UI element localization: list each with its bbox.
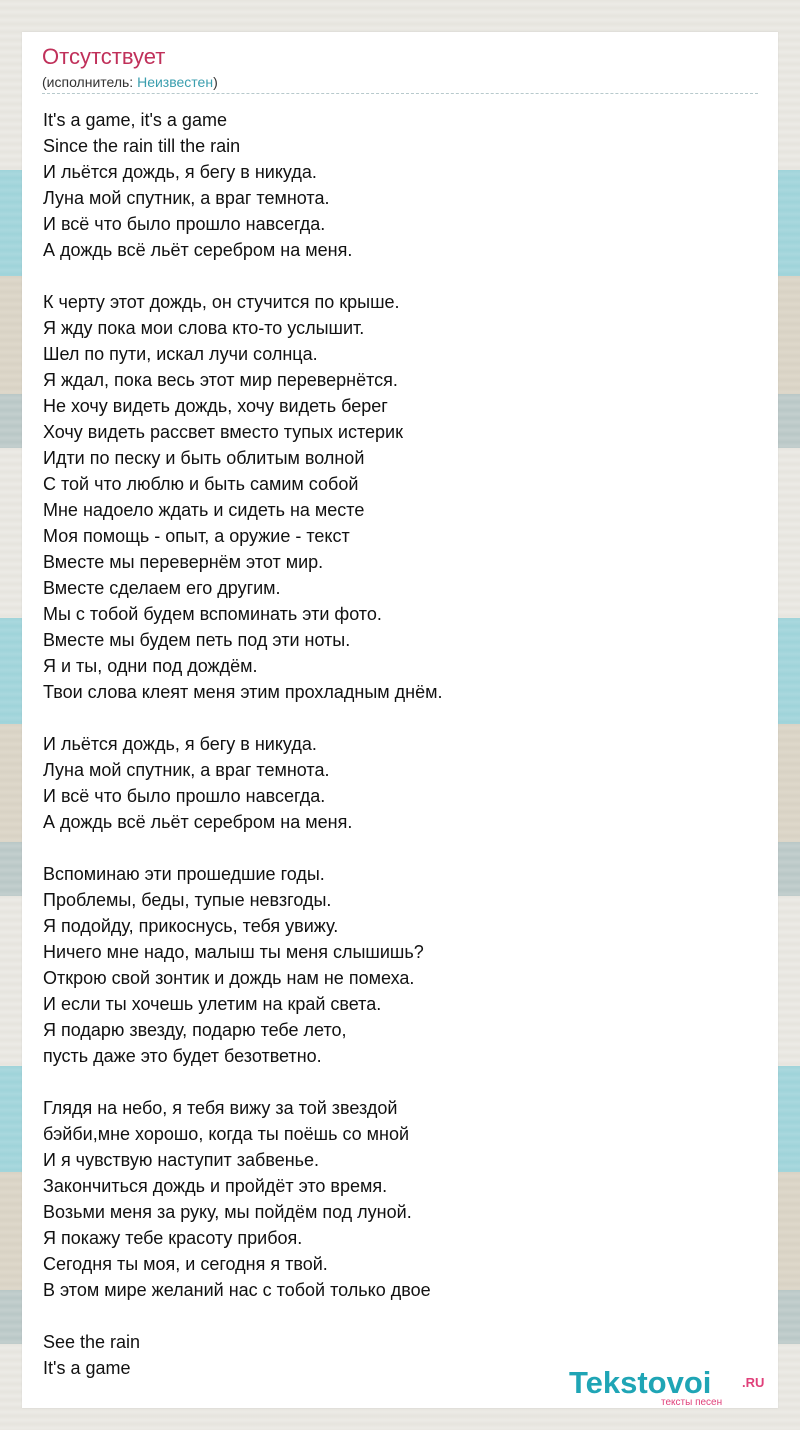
- lyrics-line: Вместе мы будем петь под эти ноты.: [43, 630, 351, 650]
- lyrics-line: It's a game: [43, 1358, 131, 1378]
- artist-line: [42, 73, 218, 91]
- lyrics-line: И всё что было прошло навсегда.: [43, 214, 326, 234]
- lyrics-line: К черту этот дождь, он стучится по крыше.: [43, 292, 400, 312]
- lyrics-line: Вместе сделаем его другим.: [43, 578, 281, 598]
- lyrics-text: [43, 107, 763, 1407]
- lyrics-line: Я подойду, прикоснусь, тебя увижу.: [43, 916, 339, 936]
- title-divider: [42, 93, 758, 94]
- lyrics-line: Since the rain till the rain: [43, 136, 241, 156]
- lyrics-stanza: [43, 1095, 763, 1303]
- logo-wordmark: Tekstovoi: [569, 1365, 712, 1400]
- lyrics-line: Я покажу тебе красоту прибоя.: [43, 1228, 303, 1248]
- lyrics-line: Мы с тобой будем вспоминать эти фото.: [43, 604, 382, 624]
- lyrics-line: А дождь всё льёт серебром на меня.: [43, 240, 353, 260]
- lyrics-line: И я чувствую наступит забвенье.: [43, 1150, 320, 1170]
- lyrics-line: И льётся дождь, я бегу в никуда.: [43, 162, 317, 182]
- lyrics-line: Открою свой зонтик и дождь нам не помеха.: [43, 968, 415, 988]
- lyrics-line: Луна мой спутник, а враг темнота.: [43, 760, 330, 780]
- logo-tagline: тексты песен: [661, 1397, 723, 1408]
- lyrics-line: Хочу видеть рассвет вместо тупых истерик: [43, 422, 403, 442]
- lyrics-line: Я жду пока мои слова кто-то услышит.: [43, 318, 365, 338]
- lyrics-line: Возьми меня за руку, мы пойдём под луной.: [43, 1202, 412, 1222]
- artist-prefix: (исполнитель:: [42, 74, 138, 90]
- lyrics-line: И льётся дождь, я бегу в никуда.: [43, 734, 317, 754]
- lyrics-line: Ничего мне надо, малыш ты меня слышишь?: [43, 942, 424, 962]
- lyrics-line: Глядя на небо, я тебя вижу за той звездой: [43, 1098, 398, 1118]
- lyrics-card: [22, 32, 778, 1408]
- lyrics-line: Вспоминаю эти прошедшие годы.: [43, 864, 325, 884]
- lyrics-line: Моя помощь - опыт, а оружие - текст: [43, 526, 350, 546]
- lyrics-line: Идти по песку и быть облитым волной: [43, 448, 365, 468]
- lyrics-line: Мне надоело ждать и сидеть на месте: [43, 500, 365, 520]
- lyrics-line: It's a game, it's a game: [43, 110, 227, 130]
- lyrics-line: И всё что было прошло навсегда.: [43, 786, 326, 806]
- lyrics-line: Я и ты, одни под дождём.: [43, 656, 258, 676]
- lyrics-line: Шел по пути, искал лучи солнца.: [43, 344, 318, 364]
- lyrics-line: А дождь всё льёт серебром на меня.: [43, 812, 353, 832]
- site-logo[interactable]: [569, 1366, 779, 1406]
- lyrics-stanza: [43, 861, 763, 1069]
- lyrics-line: бэйби,мне хорошо, когда ты поёшь со мной: [43, 1124, 410, 1144]
- lyrics-line: Я ждал, пока весь этот мир перевернётся.: [43, 370, 398, 390]
- lyrics-line: В этом мире желаний нас с тобой только двое: [43, 1280, 431, 1300]
- artist-link[interactable]: Неизвестен: [137, 74, 214, 90]
- lyrics-line: See the rain: [43, 1332, 141, 1352]
- lyrics-stanza: [43, 107, 763, 263]
- lyrics-line: Сегодня ты моя, и сегодня я твой.: [43, 1254, 328, 1274]
- lyrics-line: Твои слова клеят меня этим прохладным днём.: [43, 682, 443, 702]
- lyrics-line: Не хочу видеть дождь, хочу видеть берег: [43, 396, 388, 416]
- lyrics-line: Закончиться дождь и пройдёт это время.: [43, 1176, 388, 1196]
- lyrics-stanza: [43, 731, 763, 835]
- lyrics-line: И если ты хочешь улетим на край света.: [43, 994, 382, 1014]
- lyrics-line: пусть даже это будет безответно.: [43, 1046, 322, 1066]
- lyrics-line: Вместе мы перевернём этот мир.: [43, 552, 324, 572]
- lyrics-line: С той что люблю и быть самим собой: [43, 474, 359, 494]
- song-title: Отсутствует: [42, 44, 166, 69]
- lyrics-line: Луна мой спутник, а враг темнота.: [43, 188, 330, 208]
- lyrics-line: Я подарю звезду, подарю тебе лето,: [43, 1020, 347, 1040]
- logo-domain: .RU: [742, 1375, 765, 1390]
- lyrics-line: Проблемы, беды, тупые невзгоды.: [43, 890, 332, 910]
- lyrics-stanza: [43, 289, 763, 705]
- artist-suffix: ): [213, 74, 218, 90]
